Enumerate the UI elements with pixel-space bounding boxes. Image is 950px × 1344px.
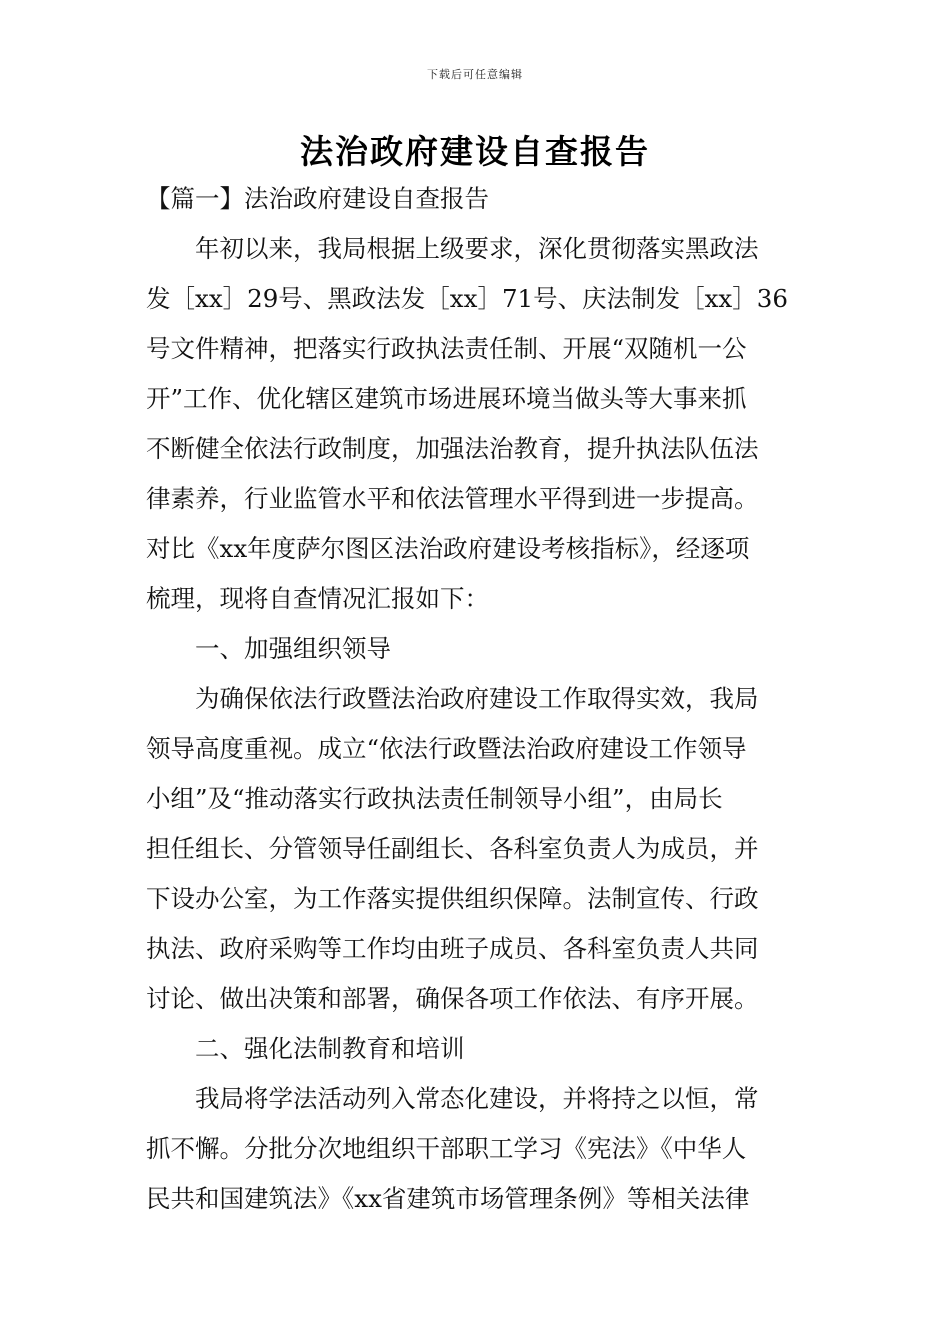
body-line: 年初以来，我局根据上级要求，深化贯彻落实黑政法 <box>146 234 759 263</box>
header-note: 下载后可任意编辑 <box>427 68 523 81</box>
body-line: 担任组长、分管领导任副组长、各科室负责人为成员，并 <box>146 834 759 863</box>
body-line: 下设办公室，为工作落实提供组织保障。法制宣传、行政 <box>146 884 759 913</box>
document-title: 法治政府建设自查报告 <box>300 132 650 171</box>
body-line: 小组”及“推动落实行政执法责任制领导小组”，由局长 <box>146 784 723 813</box>
body-line: 律素养，行业监管水平和依法管理水平得到进一步提高。 <box>146 484 759 513</box>
body-line: 执法、政府采购等工作均由班子成员、各科室负责人共同 <box>146 934 759 963</box>
body-line: 梳理，现将自查情况汇报如下： <box>146 584 489 613</box>
body-line: 抓不懈。分批分次地组织干部职工学习《宪法》《中华人 <box>146 1134 747 1163</box>
body-line: 讨论、做出决策和部署，确保各项工作依法、有序开展。 <box>146 984 759 1013</box>
body-line: 开”工作、优化辖区建筑市场进展环境当做头等大事来抓 <box>146 384 747 413</box>
body-line: 民共和国建筑法》《xx省建筑市场管理条例》等相关法律 <box>146 1184 750 1213</box>
body-line: 领导高度重视。成立“依法行政暨法治政府建设工作领导 <box>146 734 747 763</box>
body-line: 号文件精神，把落实行政执法责任制、开展“双随机一公 <box>146 334 747 363</box>
body-line: 不断健全依法行政制度，加强法治教育，提升执法队伍法 <box>146 434 759 463</box>
body-line: 发［xx］29号、黑政法发［xx］71号、庆法制发［xx］36 <box>146 284 788 313</box>
body-line: 对比《xx年度萨尔图区法治政府建设考核指标》，经逐项 <box>146 534 750 563</box>
section-heading: 【篇一】法治政府建设自查报告 <box>146 184 489 213</box>
body-line: 我局将学法活动列入常态化建设，并将持之以恒，常 <box>146 1084 759 1113</box>
body-line: 为确保依法行政暨法治政府建设工作取得实效，我局 <box>146 684 759 713</box>
subsection-heading: 一、加强组织领导 <box>146 634 391 663</box>
subsection-heading: 二、强化法制教育和培训 <box>146 1034 465 1063</box>
